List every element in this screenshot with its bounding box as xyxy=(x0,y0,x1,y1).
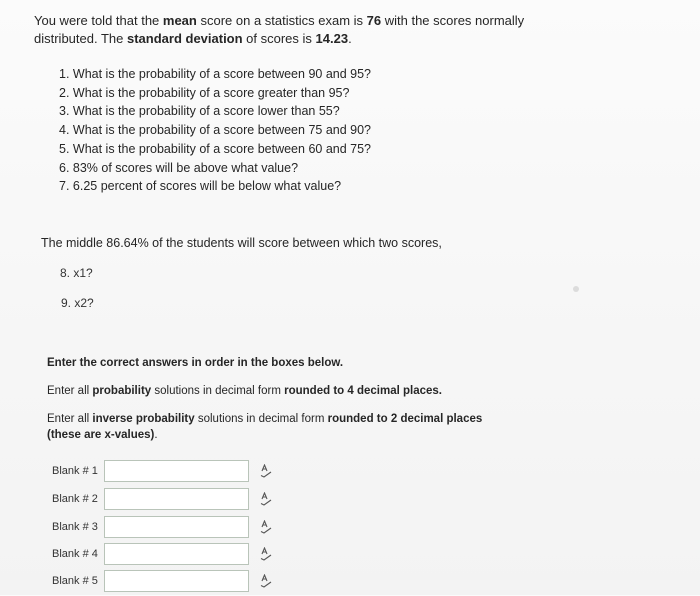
instruction-bold: rounded to 4 decimal places. xyxy=(284,385,442,397)
intro-text: of scores is xyxy=(242,31,316,46)
instruction-text: solutions in decimal form xyxy=(151,385,285,397)
mean-value: 76 xyxy=(366,13,382,28)
instruction-order: Enter the correct answers in order in the boxes below. xyxy=(47,357,344,369)
question-item: 6. 83% of scores will be above what value? xyxy=(59,160,299,175)
question-item: 4. What is the probability of a score between 75 and 90? xyxy=(59,123,371,138)
instruction-inverse xyxy=(47,411,497,443)
blank-row-1 xyxy=(52,460,302,486)
question-item: 7. 6.25 percent of scores will be below what value? xyxy=(59,179,342,194)
blank-input-3[interactable] xyxy=(104,516,249,538)
blank-label: Blank # 1 xyxy=(52,465,98,477)
instruction-text: Enter all xyxy=(47,385,93,397)
blank-row-5 xyxy=(52,570,302,596)
blank-label: Blank # 3 xyxy=(52,521,98,533)
blank-row-4 xyxy=(52,543,302,569)
intro-text: You were told that the xyxy=(34,13,163,28)
question-item: 5. What is the probability of a score between 60 and 75? xyxy=(59,141,371,156)
question-list xyxy=(59,65,371,196)
blank-label: Blank # 4 xyxy=(52,548,98,560)
spellcheck-icon[interactable] xyxy=(260,547,272,561)
blank-row-2 xyxy=(52,488,302,514)
spellcheck-icon[interactable] xyxy=(260,574,272,588)
intro-text: with the scores normally distributed. The xyxy=(34,13,525,46)
intro-text: . xyxy=(348,31,352,46)
mean-label: mean xyxy=(162,13,197,28)
blank-label: Blank # 5 xyxy=(52,575,98,587)
instruction-bold: (these are x-values) xyxy=(47,429,155,441)
blank-input-4[interactable] xyxy=(104,543,249,565)
instruction-bold: rounded to 2 decimal places xyxy=(327,413,483,425)
question-item: 3. What is the probability of a score lower than 55? xyxy=(59,104,340,119)
question-x1: 8. x1? xyxy=(60,266,93,280)
question-item: 2. What is the probability of a score greater than 95? xyxy=(59,85,350,100)
instruction-text: Enter all xyxy=(47,413,93,425)
blank-input-2[interactable] xyxy=(104,488,249,510)
instruction-text: . xyxy=(154,429,158,441)
blank-input-5[interactable] xyxy=(104,570,249,592)
sd-label: standard deviation xyxy=(126,31,243,46)
spellcheck-icon[interactable] xyxy=(260,492,272,506)
instruction-bold: inverse probability xyxy=(92,413,195,425)
blank-row-3 xyxy=(52,516,302,542)
instruction-probability xyxy=(47,383,442,399)
spellcheck-icon[interactable] xyxy=(260,520,272,534)
blank-label: Blank # 2 xyxy=(52,493,98,505)
instruction-text: solutions in decimal form xyxy=(194,413,328,425)
decorative-dot xyxy=(573,286,579,292)
instruction-bold: probability xyxy=(92,385,152,397)
intro-paragraph xyxy=(34,12,554,48)
spellcheck-icon[interactable] xyxy=(260,464,272,478)
middle-question: The middle 86.64% of the students will score between which two scores, xyxy=(41,236,442,250)
sd-value: 14.23 xyxy=(315,31,349,46)
question-x2: 9. x2? xyxy=(61,296,94,310)
intro-text: score on a statistics exam is xyxy=(196,13,367,28)
question-item: 1. What is the probability of a score between 90 and 95? xyxy=(59,67,371,81)
blank-input-1[interactable] xyxy=(104,460,249,482)
